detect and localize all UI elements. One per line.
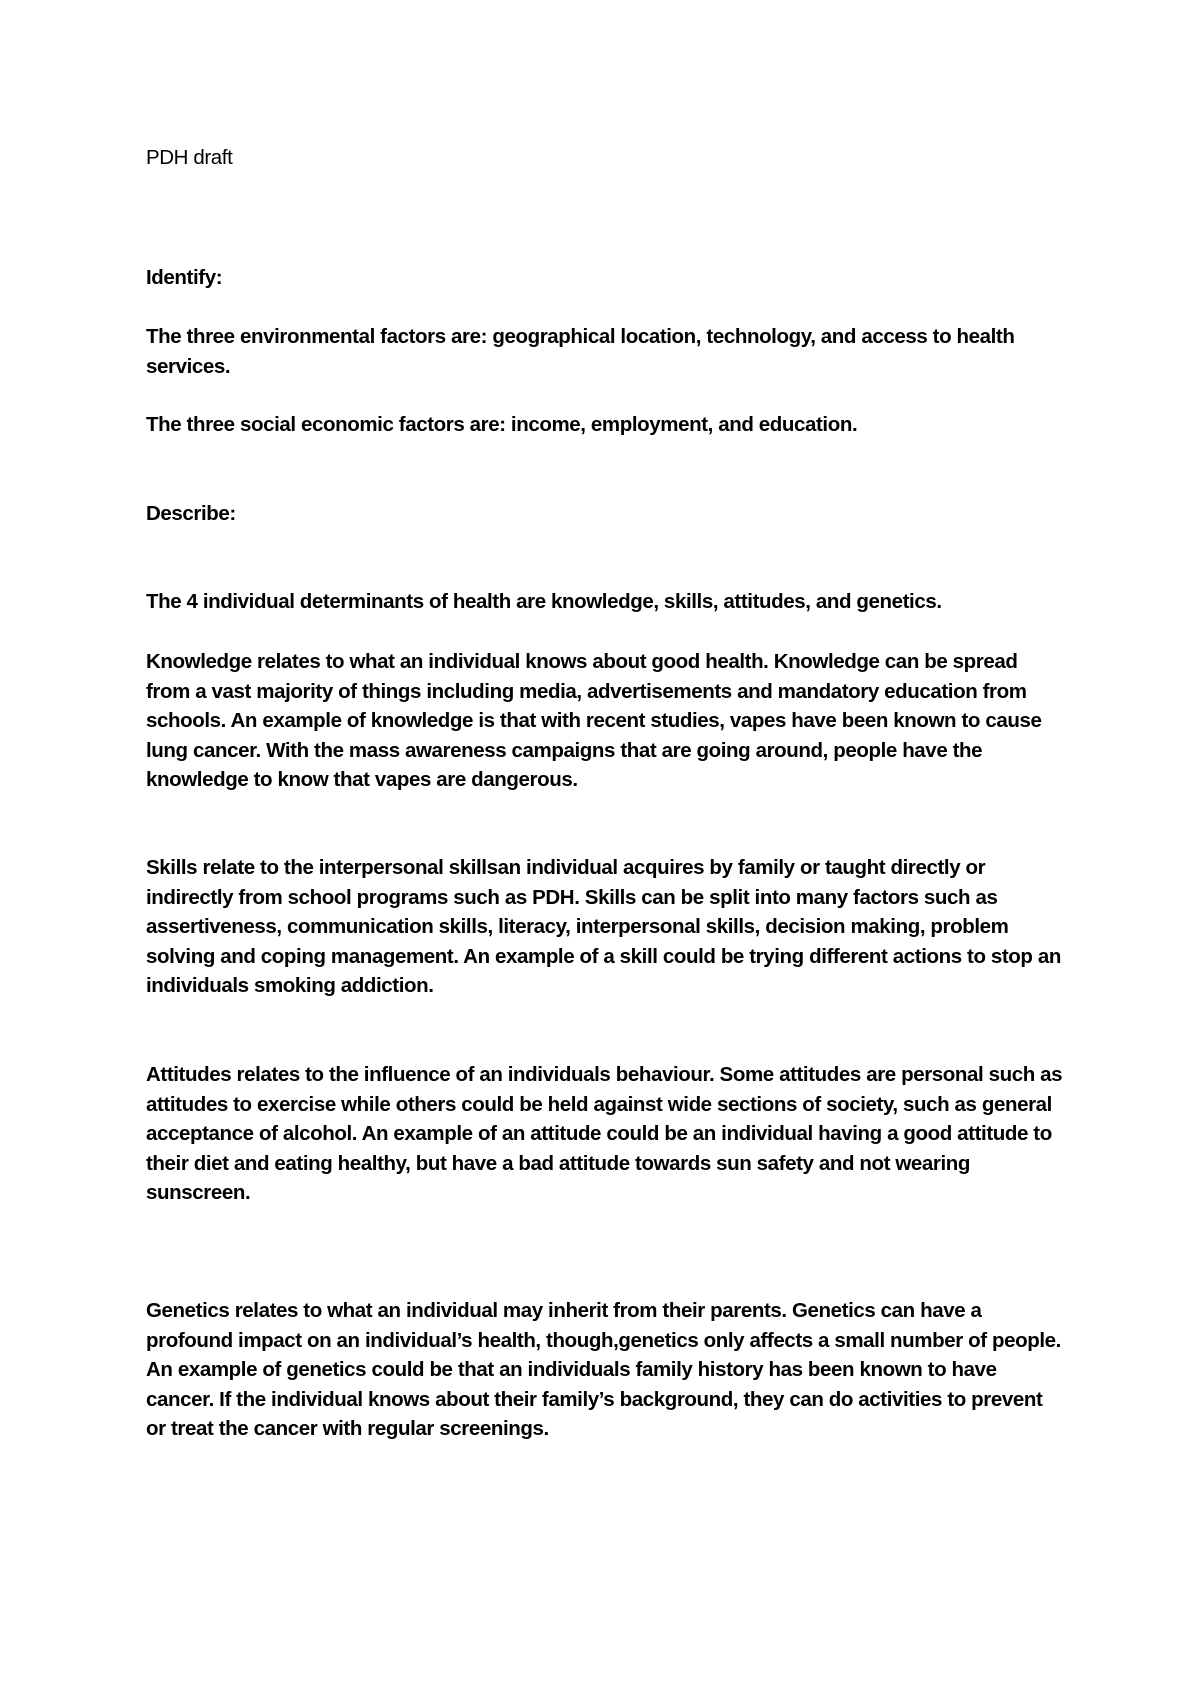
describe-heading: Describe: [146, 502, 236, 525]
determinants-paragraph: The 4 individual determinants of health are knowledge, skills, attitudes, and genetics. [146, 590, 942, 613]
document-title: PDH draft [146, 146, 233, 169]
attitudes-paragraph: Attitudes relates to the influence of an individuals behaviour. Some attitudes are personal such as attitudes to exercise while others could be held against wide sections of society, such as general acceptance of alcohol. An example of an attitude could be an individual having a good attitude to their diet and eating healthy, but have a bad attitude towards sun safety and not wearing sunscreen. [146, 1063, 1063, 1204]
skills-paragraph: Skills relate to the interpersonal skillsan individual acquires by family or taught directly or indirectly from school programs such as PDH. Skills can be split into many factors such as assertiveness, communication skills, literacy, interpersonal skills, decision making, problem solving and coping management. An example of a skill could be trying different actions to stop an individuals smoking addiction. [146, 856, 1061, 997]
identify-heading: Identify: [146, 266, 223, 289]
environmental-factors-paragraph: The three environmental factors are: geographical location, technology, and access to health services. [146, 325, 1015, 378]
knowledge-paragraph: Knowledge relates to what an individual knows about good health. Knowledge can be spread from a vast majority of things including media, advertisements and mandatory education from schools. An example of knowledge is that with recent studies, vapes have been known to cause lung cancer. With the mass awareness campaigns that are going around, people have the knowledge to know that vapes are dangerous. [146, 650, 1042, 791]
genetics-paragraph: Genetics relates to what an individual may inherit from their parents. Genetics can have a profound impact on an individual’s health, though,genetics only affects a small number of people. An example of genetics could be that an individuals family history has been known to have cancer. If the individual knows about their family’s background, they can do activities to prevent or treat the cancer with regular screenings. [146, 1299, 1061, 1440]
socioeconomic-factors-paragraph: The three social economic factors are: income, employment, and education. [146, 413, 858, 436]
